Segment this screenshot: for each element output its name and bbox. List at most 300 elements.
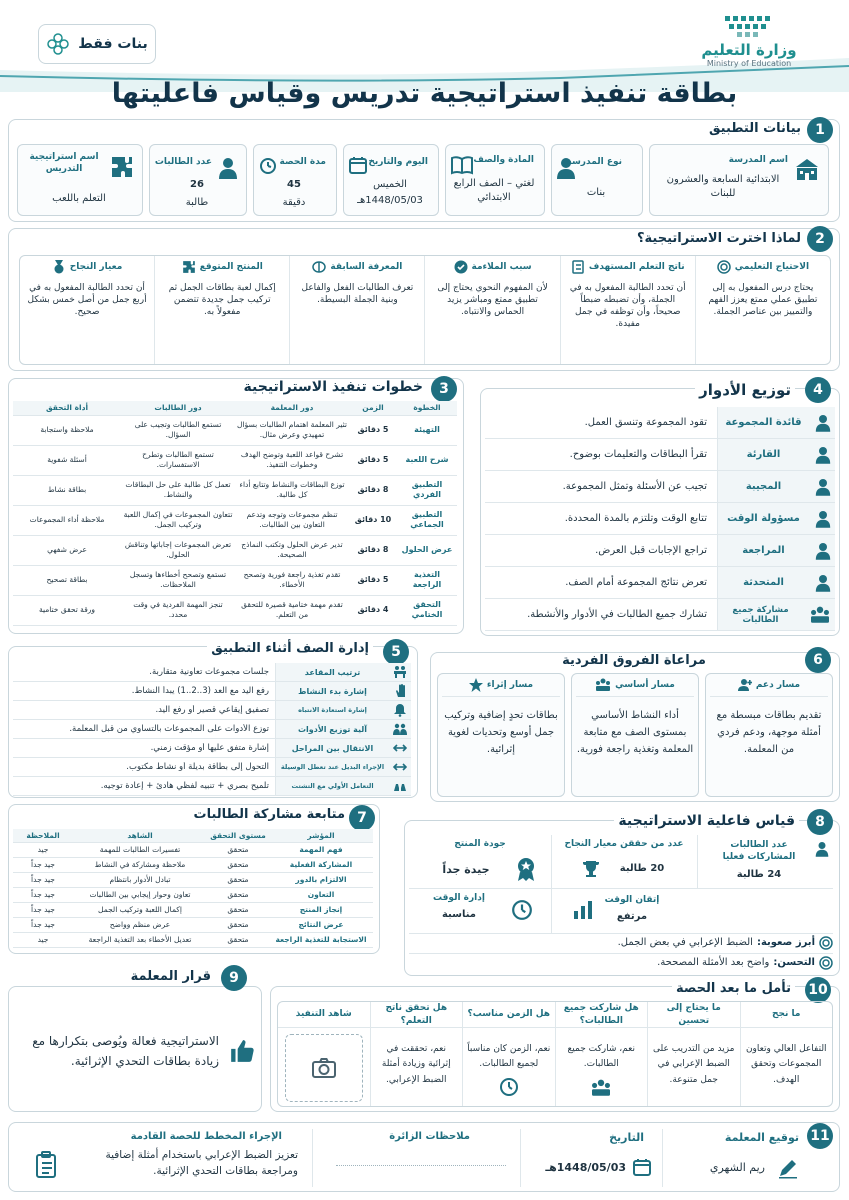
step-time: 8 دقائق: [349, 535, 397, 565]
role-description: تقرأ البطاقات والتعليمات بوضوح.: [569, 449, 707, 460]
step-row: [13, 445, 457, 475]
difficulty-value: الضبط الإعرابي في بعض الجمل.: [617, 937, 753, 948]
section-reflection: [270, 981, 840, 1112]
teacher-role: تثير المعلمة اهتمام الطالبات بسؤال تمهيدي وعرض مثال.: [235, 415, 349, 445]
school-value: الابتدائية السابعة والعشرون للبنات: [666, 174, 780, 199]
decision-text: الاستراتيجية فعالة ويُوصى بتكرارها مع زيادة بطاقات التحدي الإثرائية.: [32, 1033, 219, 1068]
section-number: 4: [805, 377, 831, 403]
subject-label: المادة والصف: [473, 155, 534, 165]
track-title: [576, 678, 694, 697]
duration-unit: دقيقة: [282, 197, 306, 208]
evidence: تفسيرات الطالبات للمهمة: [73, 842, 207, 857]
check-tool: بطاقة تصحيح: [13, 565, 121, 595]
role-label-cell: [717, 535, 835, 566]
section-effectiveness: [404, 813, 840, 976]
metric-quality: [409, 835, 551, 889]
steps-table-body: [13, 415, 457, 625]
puzzle-icon: [110, 155, 134, 179]
strategy-name-card: [17, 144, 143, 216]
role-label-cell: [717, 503, 835, 534]
section-title: خطوات تنفيذ الاستراتيجية: [243, 379, 423, 395]
management-label: إشارة بدء النشاط: [298, 686, 367, 696]
indicator: الالتزام بالدور: [269, 872, 373, 887]
reason-card-title-text: معيار النجاح: [69, 262, 123, 272]
management-text: إشارة متفق عليها أو مؤقت زمني.: [150, 743, 269, 753]
clock-icon: [511, 899, 533, 921]
star-icon: [469, 678, 483, 692]
step-time: 5 دقائق: [349, 445, 397, 475]
reason-card-title: [431, 260, 553, 274]
role-row: [485, 503, 835, 535]
school-label: اسم المدرسة: [728, 155, 788, 165]
book-icon: [450, 155, 474, 175]
quality-value: جيدة جداً: [442, 863, 490, 876]
person-icon: [815, 414, 831, 432]
track-text: تقديم بطاقات مبسطة مع أمثلة موجهة، ودعم فردي من المعلمة.: [716, 710, 822, 755]
step-name: التهيئة: [397, 415, 457, 445]
role-label-cell: [717, 599, 835, 630]
management-row: [13, 701, 411, 720]
note: جيد: [13, 932, 73, 947]
teacher-role: تنظم مجموعات وتوجه وتدعم التعاون بين الطالبات.: [235, 505, 349, 535]
track-text: بطاقات تحدٍ إضافية وتركيب جمل أوسع وتحديات لغوية إثرائية.: [444, 710, 558, 755]
date-day: الخميس: [373, 179, 407, 190]
reason-card-text: تعرف الطالبات الفعل والفاعل وبنية الجملة البسيطة.: [301, 283, 414, 306]
target-icon: [717, 260, 731, 274]
visitor-notes-block: [325, 1129, 521, 1187]
participation-row: [13, 842, 373, 857]
evidence: إكمال اللعبة وتركيب الجمل: [73, 902, 207, 917]
metric-participants: [697, 835, 833, 889]
section-number: 3: [431, 376, 457, 402]
reason-card-text: إكمال لعبة بطاقات الجمل ثم تركيب جمل جديدة تتضمن مفعولاً به.: [168, 283, 276, 318]
role-label-cell: [717, 439, 835, 470]
check-tool: أسئلة شفوية: [13, 445, 121, 475]
person-icon: [218, 157, 238, 179]
teacher-role: تشرح قواعد اللعبة وتوضح الهدف وخطوات التنفيذ.: [235, 445, 349, 475]
section-signature: [8, 1122, 840, 1192]
improvement-row: [409, 953, 833, 971]
person-icon: [815, 841, 829, 857]
reflection-col-title: شاهد التنفيذ: [278, 1002, 370, 1028]
check-tool: ملاحظة واستجابة: [13, 415, 121, 445]
section-title: قرار المعلمة: [130, 969, 211, 984]
reflection-col-evidence: [278, 1002, 370, 1106]
person-icon: [815, 510, 831, 528]
section-title: إدارة الصف أثناء التطبيق: [207, 641, 373, 656]
role-label: مشاركة جميع الطالبات: [732, 604, 789, 625]
thumbs-up-icon: [229, 1038, 255, 1064]
duration-card: [253, 144, 337, 216]
role-row: [485, 439, 835, 471]
level: متحقق: [207, 872, 269, 887]
reason-card-title-text: المعرفة السابقة: [330, 262, 403, 272]
section-number: 9: [221, 965, 247, 991]
evidence: تعاون وحوار إيجابي بين الطالبات: [73, 887, 207, 902]
col-time: الزمن: [349, 401, 397, 415]
ministry-name-ar: وزارة التعليم: [701, 41, 797, 59]
reason-card-title: [567, 260, 689, 274]
checklist-icon: [571, 260, 585, 274]
teacher-role: تقدم تغذية راجعة فورية وتصحح الأخطاء.: [235, 565, 349, 595]
puzzle-icon: [182, 260, 196, 274]
track-title: [710, 678, 828, 697]
step-row: [13, 505, 457, 535]
section-number: 10: [805, 977, 831, 1003]
management-text: توزع الأدوات على المجموعات بالتساوي من قبل المعلمة.: [69, 724, 269, 734]
role-row: [485, 535, 835, 567]
reason-card-title-text: المنتج المتوقع: [199, 262, 263, 272]
bell-icon: [393, 703, 407, 717]
reason-card-text: أن تحدد الطالبة المفعول به في أربع جمل من أصل خمس بشكل صحيح.: [27, 283, 147, 318]
clipboard-icon: [34, 1151, 58, 1179]
col-level: مستوى التحقق: [207, 829, 269, 842]
school-type-card: [551, 144, 643, 216]
check-tool: ملاحظة أداء المجموعات: [13, 505, 121, 535]
reflection-col-title: هل الزمن مناسب؟: [463, 1002, 555, 1028]
signature-label: توقيع المعلمة: [724, 1131, 799, 1144]
quality-label: جودة المنتج: [454, 839, 506, 849]
col-evidence: الشاهد: [73, 829, 207, 842]
role-row: [485, 567, 835, 599]
arrows-icon: [393, 741, 407, 755]
student-role: تستمع وتصحح أخطاءها وتسجل الملاحظات.: [121, 565, 235, 595]
school-type-value: بنات: [586, 187, 606, 198]
section-number: 8: [807, 809, 833, 835]
management-label: ترتيب المقاعد: [304, 667, 361, 677]
steps-table: [13, 401, 457, 626]
reason-card-text: يحتاج درس المفعول به إلى تطبيق عملي ممتع يعزز الفهم والتمييز بين عناصر الجملة.: [708, 283, 818, 318]
subject-value: لغتي – الصف الرابع الابتدائي: [453, 178, 535, 203]
reason-card-title: [161, 260, 283, 274]
management-text: تلميح بصري + تنبيه لفظي هادئ + إعادة توجيه.: [100, 781, 269, 791]
role-description: تجيب عن الأسئلة وتمثل المجموعة.: [562, 481, 707, 492]
management-label-cell: [275, 720, 411, 738]
col-indicator: المؤشر: [269, 829, 373, 842]
reflection-col-outcome: [370, 1002, 463, 1106]
student-role: تنجز المهمة الفردية في وقت محدد.: [121, 595, 235, 625]
section-number: 7: [349, 805, 375, 831]
section-why-strategy: [8, 228, 840, 371]
management-text: رفع اليد مع العد (3..2..1) يبدأ النشاط.: [131, 686, 269, 696]
role-description: تعرض نتائج المجموعة أمام الصف.: [565, 577, 707, 588]
step-name: التطبيق الجماعي: [397, 505, 457, 535]
reflection-col-title: هل تحقق ناتج التعلم؟: [371, 1002, 463, 1028]
person-icon: [815, 542, 831, 560]
management-row: [13, 777, 411, 796]
step-row: [13, 565, 457, 595]
role-label: المراجعة: [742, 545, 785, 556]
reason-card-text: لأن المفهوم النحوي يحتاج إلى تطبيق ممتع ومباشر يزيد الحماس والانتباه.: [437, 283, 548, 318]
col-note: الملاحظة: [13, 829, 73, 842]
participation-row: [13, 932, 373, 947]
reason-card-product: [154, 256, 289, 364]
section-title: توزيع الأدوار: [695, 381, 795, 399]
indicator: إنجاز المنتج: [269, 902, 373, 917]
teacher-role: تقدم مهمة ختامية قصيرة للتحقق من التعلم.: [235, 595, 349, 625]
section-title: قياس فاعلية الاستراتيجية: [614, 813, 799, 829]
evidence-photo-slot[interactable]: [285, 1034, 363, 1102]
step-time: 8 دقائق: [349, 475, 397, 505]
col-step: الخطوة: [397, 401, 457, 415]
role-row: [485, 599, 835, 631]
decision-body: [15, 1001, 255, 1101]
next-plan-block: [17, 1129, 313, 1187]
camera-icon: [311, 1057, 337, 1079]
header: [0, 0, 849, 118]
management-row: [13, 739, 411, 758]
step-time: 5 دقائق: [349, 565, 397, 595]
student-role: تستمع الطالبات وتجيب على السؤال.: [121, 415, 235, 445]
participation-row: [13, 917, 373, 932]
section-teacher-decision: [8, 969, 262, 1112]
ministry-logo-icon: [719, 12, 779, 38]
signature-value: ريم الشهري: [709, 1161, 765, 1174]
reason-card-title: [702, 260, 824, 274]
reflection-columns: [277, 1001, 833, 1107]
reflection-col-text: مزيد من التدريب على الضبط الإعرابي في جمل متنوعة.: [653, 1044, 735, 1085]
student-role: تستمع الطالبات وتطرح الاستفسارات.: [121, 445, 235, 475]
section-title: مراعاة الفروق الفردية: [562, 653, 706, 668]
level: متحقق: [207, 857, 269, 872]
reason-cards: [19, 255, 831, 365]
reason-card-outcome: [560, 256, 695, 364]
role-description: تتابع الوقت وتلتزم بالمدة المحددة.: [564, 513, 707, 524]
reason-card-title-text: ناتج التعلم المستهدف: [588, 262, 685, 272]
reflection-col-success: [740, 1002, 833, 1106]
role-label-cell: [717, 471, 835, 502]
reason-card-title: [296, 260, 418, 274]
indicator: عرض النتائج: [269, 917, 373, 932]
school-type-label: نوع المدرسة: [566, 157, 622, 167]
teacher-role: تدير عرض الحلول وتكتب النماذج الصحيحة.: [235, 535, 349, 565]
next-plan-label: الإجراء المخطط للحصة القادمة: [130, 1131, 282, 1142]
management-text: تصفيق إيقاعي قصير أو رفع اليد.: [155, 705, 269, 715]
metric-time: [409, 889, 551, 933]
step-row: [13, 535, 457, 565]
clock-icon: [499, 1077, 519, 1097]
reflection-col-text: التفاعل العالي وتعاون المجموعات وتحقق الهدف.: [745, 1044, 827, 1085]
reason-card-text: أن تحدد الطالبة المفعول به في الجملة، وأن تضبطه ضبطاً صحيحاً، وأن توظفه في جمل مفيدة.: [569, 283, 686, 330]
management-label-cell: [275, 701, 411, 719]
reflection-col-title: ما يحتاج إلى تحسين: [648, 1002, 740, 1028]
participants-value: 24 طالبة: [736, 869, 782, 880]
note: جيد جداً: [13, 857, 73, 872]
student-role: تتعاون المجموعات في إكمال اللعبة وتركيب الجمل.: [121, 505, 235, 535]
person-icon: [815, 478, 831, 496]
participation-row: [13, 902, 373, 917]
strategy-label: اسم استراتيجية التدريس: [29, 152, 99, 175]
hands-icon: [393, 779, 407, 793]
trophy-icon: [581, 859, 601, 879]
indicator: فهم المهمة: [269, 842, 373, 857]
achievers-label: عدد من حققن معيار النجاح: [564, 839, 684, 849]
management-label: إشارة استعادة الانتباه: [298, 706, 367, 714]
management-label-cell: [275, 777, 411, 795]
ministry-logo: [689, 12, 809, 72]
management-label-cell: [275, 739, 411, 757]
note: جيد جداً: [13, 872, 73, 887]
achievers-value: 20 طالبة: [619, 863, 665, 874]
signature-date-block: [533, 1129, 663, 1187]
participation-table: [13, 829, 373, 948]
students-unit: طالبة: [185, 197, 209, 208]
evidence: تبادل الأدوار بانتظام: [73, 872, 207, 887]
management-text: جلسات مجموعات تعاونية متقاربة.: [149, 667, 269, 677]
indicator: التعاون: [269, 887, 373, 902]
students-label: عدد الطالبات: [154, 157, 212, 167]
management-label-cell: [275, 682, 411, 700]
role-row: [485, 471, 835, 503]
arrows-icon: [393, 760, 407, 774]
management-row: [13, 663, 411, 682]
section-number: 2: [807, 226, 833, 252]
next-plan-value: تعزيز الضبط الإعرابي باستخدام أمثلة إضافية ومراجعة بطاقات التحدي الإثرائية.: [105, 1149, 298, 1178]
section-title: لماذا اخترت الاستراتيجية؟: [637, 231, 801, 246]
reason-card-need: [695, 256, 830, 364]
indicator: الاستجابة للتغذية الراجعة: [269, 932, 373, 947]
step-time: 4 دقائق: [349, 595, 397, 625]
flower-icon: [46, 32, 70, 56]
management-row: [13, 682, 411, 701]
teacher-role: توزع البطاقات والنشاط وتتابع أداء كل طالبة.: [235, 475, 349, 505]
section-number: 11: [807, 1123, 833, 1149]
evidence: ملاحظة ومشاركة في النشاط: [73, 857, 207, 872]
person-icon: [815, 446, 831, 464]
mastery-value: مرتفع: [616, 911, 648, 922]
students-value: 26: [190, 179, 204, 190]
note: جيد: [13, 842, 73, 857]
group-icon: [590, 1079, 612, 1097]
role-description: تراجع الإجابات قبل العرض.: [595, 545, 707, 556]
visitor-notes-label: ملاحظات الزائرة: [389, 1131, 470, 1142]
metric-mastery: [551, 889, 697, 933]
section-individual-differences: [430, 652, 840, 802]
reflection-col-title: ما نجح: [741, 1002, 833, 1028]
target-icon: [819, 936, 833, 950]
reflection-col-time: [462, 1002, 555, 1106]
improvement-label: التحسن:: [773, 957, 815, 968]
note: جيد جداً: [13, 902, 73, 917]
role-label: المتحدثة: [743, 577, 784, 588]
management-label: الانتقال بين المراحل: [291, 743, 374, 753]
clock-icon: [258, 155, 278, 175]
reflection-col-title: هل شاركت جميع الطالبات؟: [556, 1002, 648, 1028]
note: جيد جداً: [13, 917, 73, 932]
brain-icon: [312, 260, 326, 274]
level: متحقق: [207, 917, 269, 932]
section-title: بيانات التطبيق: [708, 121, 801, 136]
role-label: مسؤولة الوقت: [727, 513, 800, 524]
section-roles: [480, 381, 840, 636]
section-number: 5: [383, 639, 409, 665]
section-number: 6: [805, 647, 831, 673]
signature-date-value: 1448/05/03هـ: [545, 1161, 626, 1174]
strategy-value: التعلم باللعب: [52, 193, 106, 204]
date-label: اليوم والتاريخ: [368, 157, 428, 167]
track-basic: [571, 673, 699, 797]
date-value: 1448/05/03هـ: [357, 195, 423, 206]
track-title-text: مسار دعم: [755, 680, 801, 690]
visitor-notes-line[interactable]: [336, 1165, 506, 1166]
note: جيد جداً: [13, 887, 73, 902]
step-name: عرض الحلول: [397, 535, 457, 565]
student-role: تعرض المجموعات إجاباتها وتناقش الحلول.: [121, 535, 235, 565]
role-label-cell: [717, 407, 835, 438]
bars-icon: [573, 901, 593, 919]
level: متحقق: [207, 932, 269, 947]
section-execution-steps: [8, 378, 464, 634]
student-role: تعمل كل طالبة على حل البطاقات والنشاط.: [121, 475, 235, 505]
group-icon: [809, 606, 831, 624]
reflection-col-text: نعم، الزمن كان مناسباً لجميع الطالبات.: [467, 1044, 551, 1070]
col-check-tool: أداة التحقق: [13, 401, 121, 415]
management-label: التعامل الأولي مع التشتت: [291, 782, 374, 790]
role-label: القارئة: [746, 449, 781, 460]
section-participation-tracking: [8, 804, 380, 954]
role-label-cell: [717, 567, 835, 598]
role-description: تشارك جميع الطالبات في الأدوار والأنشطة.: [527, 609, 707, 620]
step-name: شرح اللعبة: [397, 445, 457, 475]
school-icon: [794, 157, 820, 183]
difficulty-label: أبرز صعوبة:: [756, 937, 815, 948]
duration-label: مدة الحصة: [279, 157, 326, 167]
step-row: [13, 415, 457, 445]
management-list: [13, 663, 411, 796]
level: متحقق: [207, 842, 269, 857]
tracks-row: [437, 673, 833, 797]
girls-only-badge: [38, 24, 156, 64]
duration-value: 45: [287, 179, 301, 190]
check-tool: عرض شفهي: [13, 535, 121, 565]
reflection-col-improve: [647, 1002, 740, 1106]
level: متحقق: [207, 902, 269, 917]
management-row: [13, 720, 411, 739]
track-title-text: مسار أساسي: [615, 680, 675, 690]
step-name: التحقق الختامي: [397, 595, 457, 625]
people-icon: [393, 722, 407, 736]
reason-card-title-text: الاحتياج التعليمي: [734, 262, 810, 272]
role-row: [485, 407, 835, 439]
difficulty-row: [409, 933, 833, 951]
reflection-col-all-participated: [555, 1002, 648, 1106]
track-text: أداء النشاط الأساسي بمستوى الصف مع متابعة المعلمة وتغذية راجعة فورية.: [576, 710, 694, 755]
seats-icon: [393, 665, 407, 679]
evidence: تعديل الأخطاء بعد التغذية الراجعة: [73, 932, 207, 947]
step-row: [13, 595, 457, 625]
reflection-col-text: نعم، شاركت جميع الطالبات.: [567, 1044, 635, 1070]
time-value: مناسبة: [441, 909, 476, 920]
participation-row: [13, 872, 373, 887]
reason-card-title-text: سبب الملاءمة: [471, 262, 532, 272]
management-text: التحول إلى بطاقة بديلة أو نشاط مكتوب.: [126, 762, 269, 772]
participation-row: [13, 887, 373, 902]
section-application-data: [8, 119, 840, 222]
ministry-name-en: Ministry of Education: [706, 58, 792, 68]
check-tool: ورقة تحقق ختامية: [13, 595, 121, 625]
reason-card-title: [26, 260, 148, 274]
track-support: [705, 673, 833, 797]
improvement-value: واضح بعد الأمثلة المصححة.: [657, 957, 770, 968]
award-icon: [515, 857, 537, 881]
page-title: بطاقة تنفيذ استراتيجية تدريس وقياس فاعليتها: [111, 78, 738, 109]
step-time: 10 دقائق: [349, 505, 397, 535]
mastery-label: إتقان الوقت: [604, 895, 660, 905]
section-classroom-management: [8, 641, 418, 798]
subject-card: [445, 144, 545, 216]
roles-list: [485, 407, 835, 631]
management-row: [13, 758, 411, 777]
